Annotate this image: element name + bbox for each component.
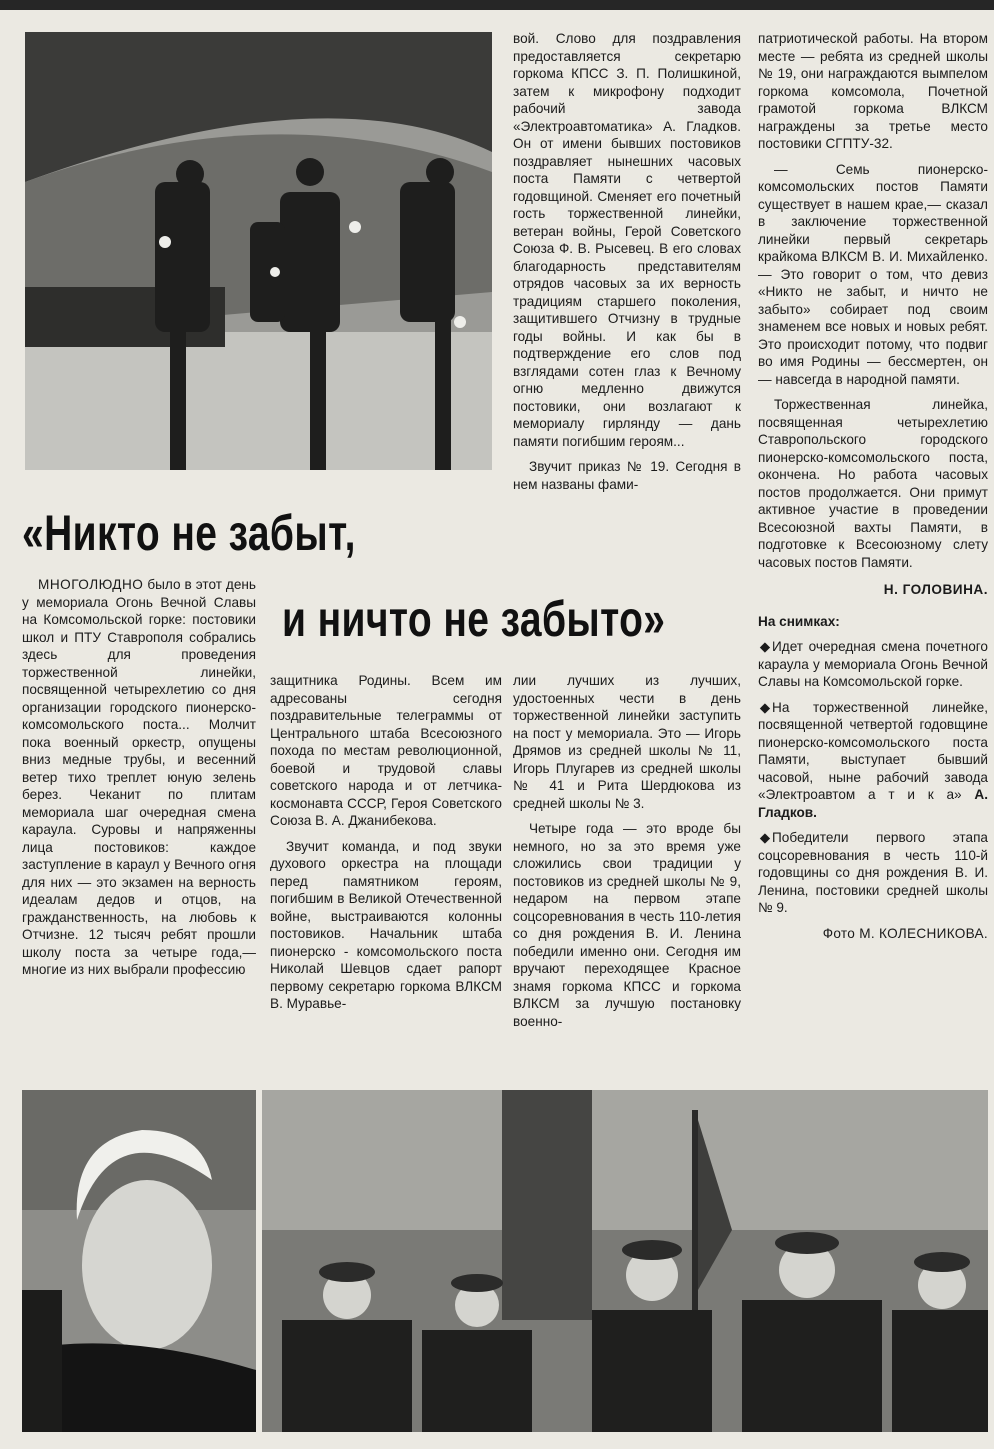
photo-caption: ◆ На торжественной линейке, посвященной четвертой годовщине пионерско-комсомольского поста Памяти, выступает бывший часовой, ныне рабочий завода «Электроавтом а т и к а» А. Гладков.: [758, 699, 988, 820]
article-column-3-top: [513, 30, 741, 560]
column-4-paragraph: патриотической работы. На втором месте — ребята из средней школы № 19, они награждаются вымпелом горкома комсомола, Почетной грамотой горкома ВЛКСМ награждены за третье место постовики СГПТУ-32.: [758, 31, 988, 151]
photo-caption: ◆ Идет очередная смена почетного караула у мемориала Огонь Вечной Славы на Комсомольской горке.: [758, 639, 988, 689]
diamond-bullet-icon: ◆: [759, 830, 771, 845]
diamond-bullet-icon: ◆: [759, 639, 771, 654]
photo-caption: ◆ Победители первого этапа соцсоревнования в честь 110-й годовщины со дня рождения В. И. Ленина, постовики средней школы № 9.: [758, 830, 988, 915]
article-column-2: [270, 672, 502, 1090]
article-column-3-bottom: [513, 672, 741, 1090]
author-byline: Н. ГОЛОВИНА.: [883, 582, 988, 597]
column-4-paragraph: Торжественная линейка, посвященная четырехлетию Ставропольского городского пионерско-комсомольского поста, окончена. Но работа часовых постов продолжается. Они примут активное участие в проведении Всесоюзной вахты Памяти, в подготовке к Всесоюзному слету часовых постов Памяти.: [758, 397, 988, 570]
honor-guard-photo: [25, 32, 492, 470]
column-4-paragraph: — Семь пионерско-комсомольских постов Памяти существует в нашем крае,— сказал в заключение торжественной линейки первый секретарь крайкома ВЛКСМ В. И. Михайленко. — Это говорит о том, что девиз «Никто не забыт, и ничто не забыто» собирает под своим знаменем все новых и новых ребят. Это происходит потому, что подвиг во имя Родины — бессмертен, он — навсегда в народной памяти.: [758, 161, 988, 387]
caption-name: А. Гладков.: [758, 787, 988, 820]
article-column-4: [758, 30, 988, 1092]
column-3-paragraph: лии лучших из лучших, удостоенных чести в день торжественной линейки заступить на пост у мемориала. Это — Игорь Дрямов из средней школы № 11, Игорь Плугарев из средней школы № 41 и Рита Шердюкова из средней школы № 3.: [513, 673, 741, 811]
diamond-bullet-icon: ◆: [759, 699, 771, 715]
headline-line-1: «Никто не забыт,: [22, 505, 356, 561]
column-3-paragraph: вой. Слово для поздравления предоставляется секретарю горкома КПСС З. П. Полишкиной, затем к микрофону подходит рабочий завода «Электроавтоматика» А. Гладков. Он от имени бывших постовиков поздравляет нынешних часовых поста Памяти с четвертой годовщиной. Сменяет его почетный гость торжественной линейки, ветеран войны, Герой Советского Союза Ф. В. Рысевец. В его словах благодарность представителям отрядов часовых за их верность традициям старшего поколения, защитившего Отчизну в трудные годы войны. И как бы в подтверждение его слов под взглядами сотен глаз к Вечному огню медленно движутся постовики, они возлагают к мемориалу гирлянду — дань памяти погибшим героям...: [513, 31, 741, 449]
page-top-rule: [0, 0, 994, 10]
speaker-photo: [22, 1090, 256, 1432]
winners-group-photo: [262, 1090, 988, 1432]
photo-credit: Фото М. КОЛЕСНИКОВА.: [822, 925, 988, 941]
column-2-paragraph: защитника Родины. Всем им адресованы сегодня поздравительные телеграммы от Центрального штаба Всесоюзного похода по местам революционной, боевой и трудовой славы советского народа и от летчика-космонавта СССР, Героя Советского Союза В. А. Джанибекова.: [270, 673, 502, 828]
column-2-paragraph: Звучит команда, и под звуки духового оркестра на площади перед памятником героям, погибшим в Великой Отечественной войне, выстраиваются колонны постовиков. Начальник штаба пионерско - комсомольского поста Николай Шевцов сдает рапорт первому секретарю горкома ВЛКСМ В. Муравье-: [270, 838, 502, 1011]
column-1-text: было в этот день у мемориала Огонь Вечной Славы на Комсомольской горке: постовики школ и ПТУ Ставрополя собрались здесь для проведения торжественной линейки, посвященной четырехлетию со дня организации городского пионерско-комсомольского поста... Молчит пока военный оркестр, опущены вниз медные трубы, и весенний ветер тихо треплет юную зелень берез. Чеканит по плитам мемориала шаг очередная смена караула. Суровы и напряженны лица постовиков: каждое заступление в караул у Вечного огня для них — это экзамен на верность идеалам дедов и отцов, на гражданственность, на любовь к Отчизне. 12 тысяч ребят прошли школу поста за четыре года,— многие из них выбрали профессию: [22, 577, 256, 977]
column-3-paragraph: Звучит приказ № 19. Сегодня в нем названы фами-: [513, 459, 741, 492]
column-3-paragraph: Четыре года — это вроде бы немного, но за это время уже сложились свои традиции у постовиков из средней школы № 9, недаром на первом этапе соцсоревнования в честь 110-летия со дня рождения В. И. Ленина победили именно они. Сегодня им вручают переходящее Красное знамя горкома КПСС и горкома ВЛКСМ за лучшую постановку военно-: [513, 821, 741, 1029]
captions-heading: На снимках:: [758, 613, 840, 629]
headline-line-2: и ничто не забыто»: [282, 591, 666, 647]
article-column-1: [22, 576, 256, 1090]
lead-word: МНОГОЛЮДНО: [38, 577, 144, 592]
